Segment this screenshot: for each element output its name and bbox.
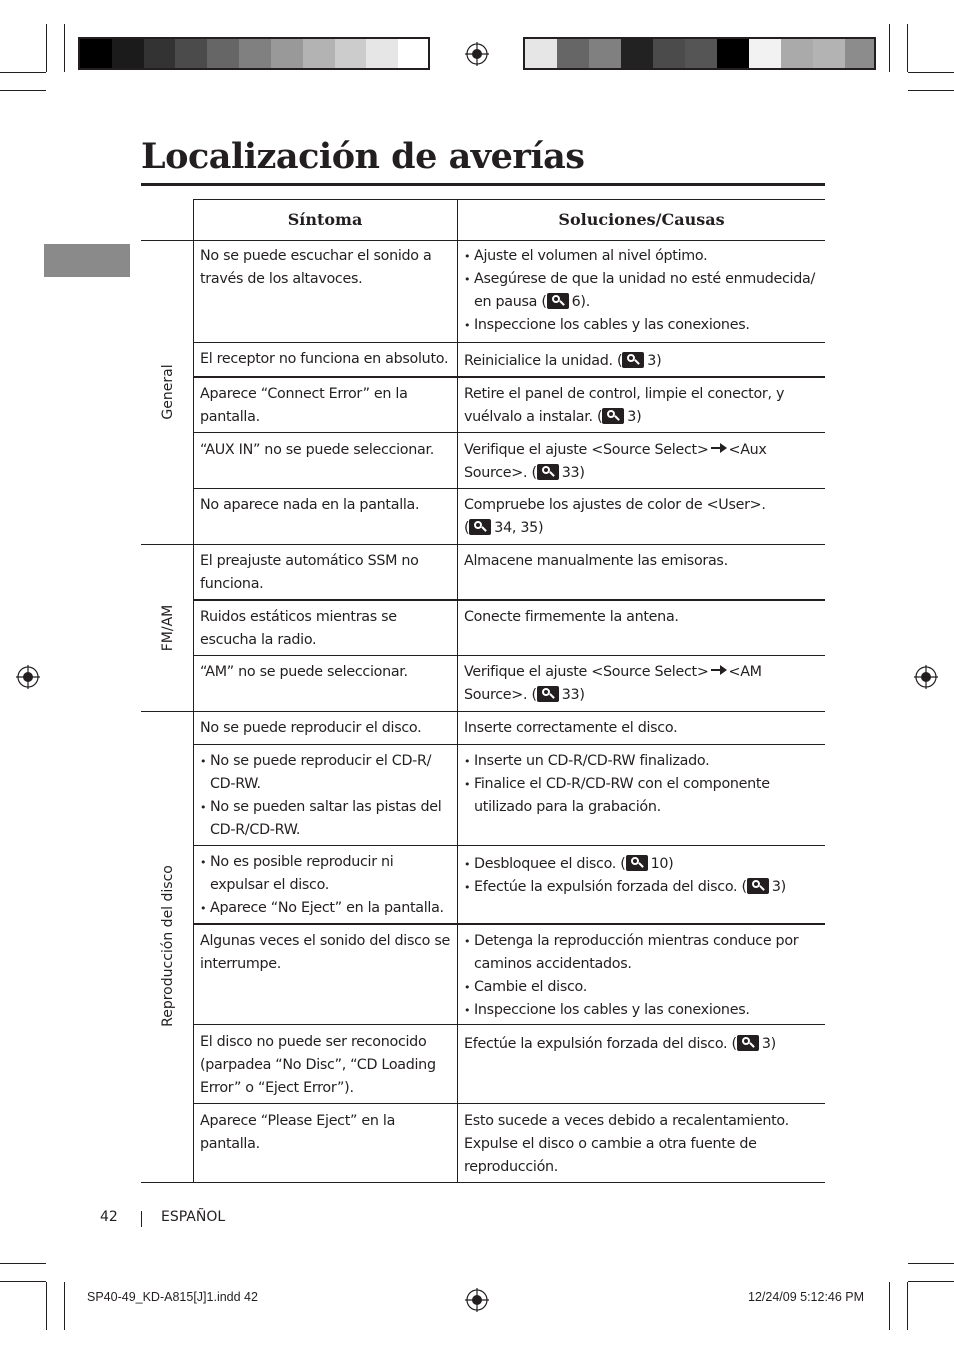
symptom-text: El receptor no funciona en absoluto. <box>200 351 449 367</box>
print-slug-file: SP40-49_KD-A815[J]1.indd 42 <box>87 1290 258 1304</box>
solution-cell <box>464 750 794 819</box>
solution-cell: Inserte correctamente el disco. <box>464 720 678 736</box>
solution-cell: Verifique el ajuste <Source Select> <AM Source>. ( 33) <box>464 664 762 703</box>
crop-mark <box>908 1281 954 1282</box>
crop-mark <box>908 72 954 73</box>
table-rule <box>193 744 825 745</box>
symptom-text: Aparece “Connect Error” en la pantalla. <box>200 386 408 425</box>
symptom-text: Algunas veces el sonido del disco se interrumpe. <box>200 933 450 972</box>
table-rule <box>141 240 825 241</box>
symptom-cell <box>200 348 452 371</box>
symptom-cell <box>200 930 452 976</box>
crop-mark <box>0 1281 46 1282</box>
crop-mark <box>46 1282 47 1330</box>
table-column-rule <box>193 199 194 1182</box>
language-tab-marker <box>44 244 130 277</box>
table-rule <box>193 376 825 378</box>
crop-mark <box>908 1263 954 1264</box>
symptom-cell <box>200 550 440 596</box>
solution-cell <box>464 930 809 1022</box>
symptom-cell <box>200 1110 455 1156</box>
table-rule <box>193 845 825 846</box>
category-label-fm-am: FM/AM <box>160 604 176 652</box>
category-label-disc-playback: Reproducción del disco <box>160 865 176 1027</box>
symptom-cell <box>200 750 450 842</box>
symptom-cell <box>200 606 430 652</box>
table-rule <box>193 1024 825 1025</box>
list-item: • Finalice el CD-R/CD-RW con el componente utilizado para la grabación. <box>464 773 794 819</box>
table-rule <box>193 599 825 601</box>
symptom-text: El preajuste automático SSM no funciona. <box>200 553 419 592</box>
table-rule <box>193 655 825 656</box>
symptom-cell <box>200 717 452 740</box>
registration-mark-icon <box>465 42 489 66</box>
symptom-cell <box>200 661 452 684</box>
table-rule <box>193 1103 825 1104</box>
column-header-solution: Soluciones/Causas <box>558 210 725 229</box>
print-slug-timestamp: 12/24/09 5:12:46 PM <box>748 1290 865 1304</box>
color-bar-right <box>523 37 876 70</box>
crop-mark <box>0 90 46 91</box>
footer-language: ESPAÑOL <box>161 1209 226 1225</box>
category-label-general: General <box>160 364 176 420</box>
magnifier-reference-icon <box>747 878 769 894</box>
crop-mark <box>907 1282 908 1330</box>
solution-cell: Efectúe la expulsión forzada del disco. ( 3) <box>464 1036 776 1052</box>
list-item: • No se pueden saltar las pistas del CD-R/CD-RW. <box>200 796 450 842</box>
symptom-cell <box>200 383 430 429</box>
symptom-text: “AUX IN” no se puede seleccionar. <box>200 442 434 458</box>
symptom-text: El disco no puede ser reconocido (parpadea “No Disc”, “CD Loading Error” o “Eject Error”). <box>200 1034 436 1096</box>
list-item: • Aparece “No Eject” en la pantalla. <box>200 897 450 920</box>
right-arrow-icon <box>711 443 727 453</box>
symptom-text: “AM” no se puede seleccionar. <box>200 664 408 680</box>
table-rule <box>193 432 825 433</box>
magnifier-reference-icon <box>469 519 491 535</box>
magnifier-reference-icon <box>626 855 648 871</box>
symptom-cell <box>200 245 452 291</box>
list-item: • Ajuste el volumen al nivel óptimo. <box>464 245 822 268</box>
crop-mark <box>46 24 47 72</box>
color-bar-left <box>78 37 430 70</box>
solution-cell: Reinicialice la unidad. ( 3) <box>464 353 662 369</box>
magnifier-reference-icon <box>737 1035 759 1051</box>
symptom-text: Aparece “Please Eject” en la pantalla. <box>200 1113 396 1152</box>
magnifier-reference-icon <box>602 408 624 424</box>
list-item: • Desbloquee el disco. ( 10) <box>464 853 822 876</box>
table-rule <box>193 199 825 200</box>
table-rule <box>141 544 825 545</box>
solution-cell: Esto sucede a veces debido a recalentamiento. Expulse el disco o cambie a otra fuente de reproducción. <box>464 1113 789 1175</box>
symptom-cell <box>200 439 452 462</box>
registration-mark-icon <box>16 665 40 689</box>
crop-mark <box>64 24 65 72</box>
title-rule <box>141 183 825 186</box>
right-arrow-icon <box>711 665 727 675</box>
crop-mark <box>0 72 46 73</box>
registration-mark-icon <box>914 665 938 689</box>
crop-mark <box>907 24 908 72</box>
symptom-cell <box>200 1031 445 1100</box>
symptom-text: No se puede reproducir el disco. <box>200 720 422 736</box>
table-rule <box>193 488 825 489</box>
table-rule <box>141 1182 825 1183</box>
table-column-rule <box>457 199 458 1182</box>
list-item: • Detenga la reproducción mientras conduce por caminos accidentados. <box>464 930 809 976</box>
list-item: • No se puede reproducir el CD-R/ CD-RW. <box>200 750 450 796</box>
symptom-cell <box>200 494 452 517</box>
solution-cell: Compruebe los ajustes de color de <User>. ( 34, 35) <box>464 497 766 536</box>
column-header-symptom: Síntoma <box>287 210 363 229</box>
table-rule <box>193 342 825 343</box>
page-number: 42 <box>100 1209 118 1225</box>
list-item: • No es posible reproducir ni expulsar el disco. <box>200 851 450 897</box>
table-rule <box>193 923 825 925</box>
symptom-text: Ruidos estáticos mientras se escucha la radio. <box>200 609 397 648</box>
magnifier-reference-icon <box>537 686 559 702</box>
solution-cell <box>464 853 822 899</box>
solution-cell: Retire el panel de control, limpie el conector, y vuélvalo a instalar. ( 3) <box>464 386 785 425</box>
symptom-text: No se puede escuchar el sonido a través de los altavoces. <box>200 248 432 287</box>
list-item: • Inserte un CD-R/CD-RW finalizado. <box>464 750 794 773</box>
list-item: • Asegúrese de que la unidad no esté enmudecida/ en pausa ( 6). <box>464 268 822 314</box>
footer-divider <box>141 1211 142 1227</box>
solution-cell: Verifique el ajuste <Source Select> <Aux Source>. ( 33) <box>464 442 767 481</box>
magnifier-reference-icon <box>547 293 569 309</box>
magnifier-reference-icon <box>622 352 644 368</box>
list-item: • Cambie el disco. <box>464 976 809 999</box>
page-title: Localización de averías <box>141 136 585 177</box>
solution-cell <box>464 245 822 337</box>
crop-mark <box>0 1263 46 1264</box>
crop-mark <box>889 1282 890 1330</box>
list-item: • Inspeccione los cables y las conexiones. <box>464 314 822 337</box>
registration-mark-icon <box>465 1288 489 1312</box>
crop-mark <box>889 24 890 72</box>
solution-cell: Conecte firmemente la antena. <box>464 609 679 625</box>
symptom-text: No aparece nada en la pantalla. <box>200 497 420 513</box>
magnifier-reference-icon <box>537 464 559 480</box>
crop-mark <box>908 90 954 91</box>
crop-mark <box>64 1282 65 1330</box>
list-item: • Inspeccione los cables y las conexiones. <box>464 999 809 1022</box>
solution-cell: Almacene manualmente las emisoras. <box>464 553 728 569</box>
list-item: • Efectúe la expulsión forzada del disco. ( 3) <box>464 876 822 899</box>
symptom-cell <box>200 851 450 920</box>
table-rule <box>141 711 825 712</box>
